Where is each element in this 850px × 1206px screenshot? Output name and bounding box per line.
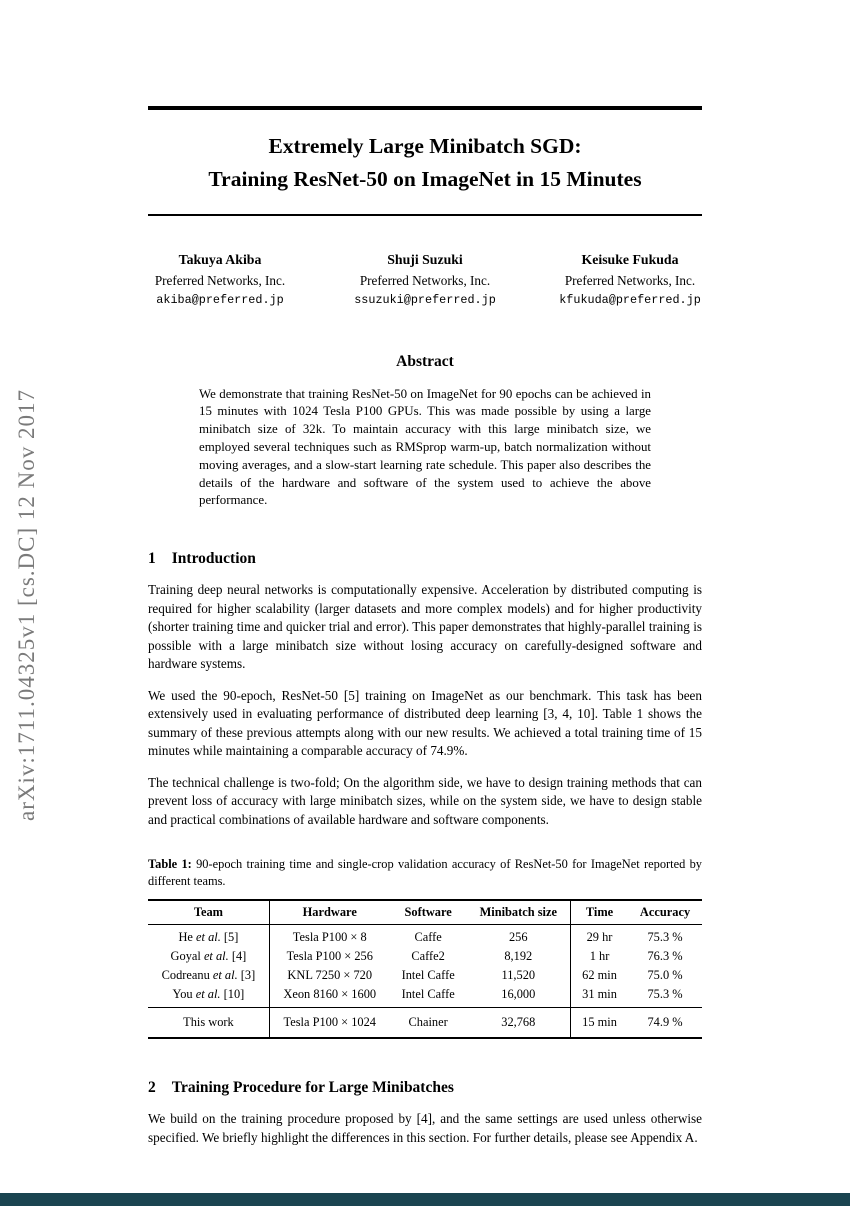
section-number: 1 [148, 550, 156, 568]
cell-accuracy: 75.3 % [647, 930, 683, 945]
table-header-hardware: Hardware [269, 900, 389, 925]
team-etal: et al. [196, 930, 221, 945]
cell-time: 15 min [570, 1008, 628, 1039]
intro-paragraph-3: The technical challenge is two-fold; On the algorithm side, we have to design training methods that can prevent loss of accuracy with large minibatch sizes, while on the system side, we have to design stable and practical combinations of available hardware and software components. [148, 774, 702, 827]
author-email: akiba@preferred.jp [156, 292, 284, 307]
abstract-heading: Abstract [396, 352, 454, 370]
author-3 [548, 252, 713, 307]
cell-hardware: Tesla P100 × 1024 [269, 1008, 389, 1039]
table-caption-text: 90-epoch training time and single-crop validation accuracy of ResNet-50 for ImageNet reported by different teams. [148, 857, 702, 888]
cell-team [148, 985, 269, 1008]
table-header-accuracy: Accuracy [628, 900, 702, 925]
page-title [148, 130, 702, 197]
author-name: Keisuke Fukuda [581, 251, 679, 267]
cell-minibatch: 8,192 [467, 947, 571, 966]
results-table [148, 899, 702, 1039]
cell-hardware: Xeon 8160 × 1600 [283, 987, 377, 1002]
team-etal: et al. [203, 949, 229, 964]
table-row [148, 966, 702, 985]
top-rule [148, 106, 702, 110]
author-email: ssuzuki@preferred.jp [354, 292, 496, 307]
cell-accuracy: 75.0 % [647, 968, 683, 983]
cell-team [148, 925, 269, 948]
team-etal: et al. [195, 987, 221, 1002]
table-header-minibatch: Minibatch size [467, 900, 571, 925]
section-title: Introduction [171, 550, 256, 568]
cell-time: 31 min [582, 987, 617, 1002]
intro-paragraph-1: Training deep neural networks is computationally expensive. Acceleration by distributed computing is required for higher scalability (larger datasets and more complex models) and for higher productivity (shorter training time and quicker trial and error). This paper demonstrates that highly-parallel training is possible with a large minibatch size without losing accuracy on carefully-designed software and hardware systems. [148, 582, 702, 672]
team-name: He [178, 930, 193, 945]
table-header-software: Software [390, 900, 467, 925]
title-line-2: Training ResNet-50 on ImageNet in 15 Minutes [208, 167, 642, 192]
author-1 [138, 252, 303, 307]
author-affiliation: Preferred Networks, Inc. [564, 272, 696, 288]
cell-minibatch: 256 [467, 925, 571, 948]
author-block [148, 252, 702, 307]
author-affiliation: Preferred Networks, Inc. [154, 272, 286, 288]
author-name: Takuya Akiba [178, 251, 262, 267]
table-header-row [148, 900, 702, 925]
cell-accuracy: 74.9 % [628, 1008, 702, 1039]
cell-software: Caffe [414, 930, 442, 945]
team-ref: [3] [240, 968, 256, 983]
arxiv-watermark: arXiv:1711.04325v1 [cs.DC] 12 Nov 2017 [14, 389, 39, 821]
team-ref: [5] [223, 930, 239, 945]
table-caption [148, 856, 702, 889]
cell-hardware: Tesla P100 × 8 [292, 930, 367, 945]
table-row [148, 925, 702, 948]
cell-time: 1 hr [589, 949, 610, 964]
cell-minibatch: 16,000 [467, 985, 571, 1008]
author-name: Shuji Suzuki [387, 251, 463, 267]
author-2 [343, 252, 508, 307]
title-line-1: Extremely Large Minibatch SGD: [268, 134, 582, 158]
team-ref: [10] [223, 987, 245, 1002]
cell-team [148, 947, 269, 966]
intro-paragraph-2: We used the 90-epoch, ResNet-50 [5] training on ImageNet as our benchmark. This task has been extensively used in evaluating performance of distributed deep learning [3, 4, 10]. Table 1 shows the summary of these previous attempts along with our new results. We achieved a total training time of 15 minutes while maintaining a comparable accuracy of 74.9%. [148, 687, 702, 759]
table-row [148, 985, 702, 1008]
cell-time: 62 min [582, 968, 617, 983]
paper-page [0, 106, 850, 1206]
cell-time: 29 hr [586, 930, 613, 945]
cell-software: Intel Caffe [401, 987, 455, 1002]
paper-content [0, 106, 850, 1147]
table-caption-label: Table 1: [148, 857, 192, 872]
section-heading-introduction [148, 550, 702, 568]
cell-team: This work [148, 1008, 269, 1039]
cell-accuracy: 75.3 % [647, 987, 683, 1002]
cell-software: Caffe2 [411, 949, 445, 964]
team-name: You [172, 987, 193, 1002]
author-email: kfukuda@preferred.jp [559, 292, 701, 307]
team-ref: [4] [231, 949, 247, 964]
table-row [148, 947, 702, 966]
section-title: Training Procedure for Large Minibatches [171, 1079, 454, 1097]
cell-minibatch: 11,520 [467, 966, 571, 985]
team-etal: et al. [212, 968, 238, 983]
team-name: Codreanu [161, 968, 210, 983]
cell-software: Intel Caffe [401, 968, 455, 983]
section-heading-training [148, 1079, 702, 1097]
cell-minibatch: 32,768 [467, 1008, 571, 1039]
bottom-edge-bar [0, 1193, 850, 1206]
author-affiliation: Preferred Networks, Inc. [359, 272, 491, 288]
team-name: Goyal [170, 949, 201, 964]
cell-team [148, 966, 269, 985]
table-header-team: Team [148, 900, 269, 925]
training-paragraph-1: We build on the training procedure proposed by [4], and the same settings are used unless otherwise specified. We briefly highlight the differences in this section. For further details, please see Appendix A. [148, 1111, 702, 1145]
cell-accuracy: 76.3 % [647, 949, 683, 964]
cell-hardware: Tesla P100 × 256 [286, 949, 373, 964]
cell-software: Chainer [390, 1008, 467, 1039]
section-number: 2 [148, 1079, 156, 1097]
table-row-this-work [148, 1008, 702, 1039]
abstract-text: We demonstrate that training ResNet-50 on ImageNet for 90 epochs can be achieved in 15 minutes with 1024 Tesla P100 GPUs. This was made possible by using a large minibatch size of 32k. To maintain accuracy with this large minibatch size, we employed several techniques such as RMSprop warm-up, batch normalization without moving averages, and a slow-start learning rate schedule. This paper also describes the details of the hardware and software of the system used to achieve the above performance. [199, 386, 651, 508]
table-header-time: Time [570, 900, 628, 925]
cell-hardware: KNL 7250 × 720 [287, 968, 373, 983]
title-rule [148, 214, 702, 216]
